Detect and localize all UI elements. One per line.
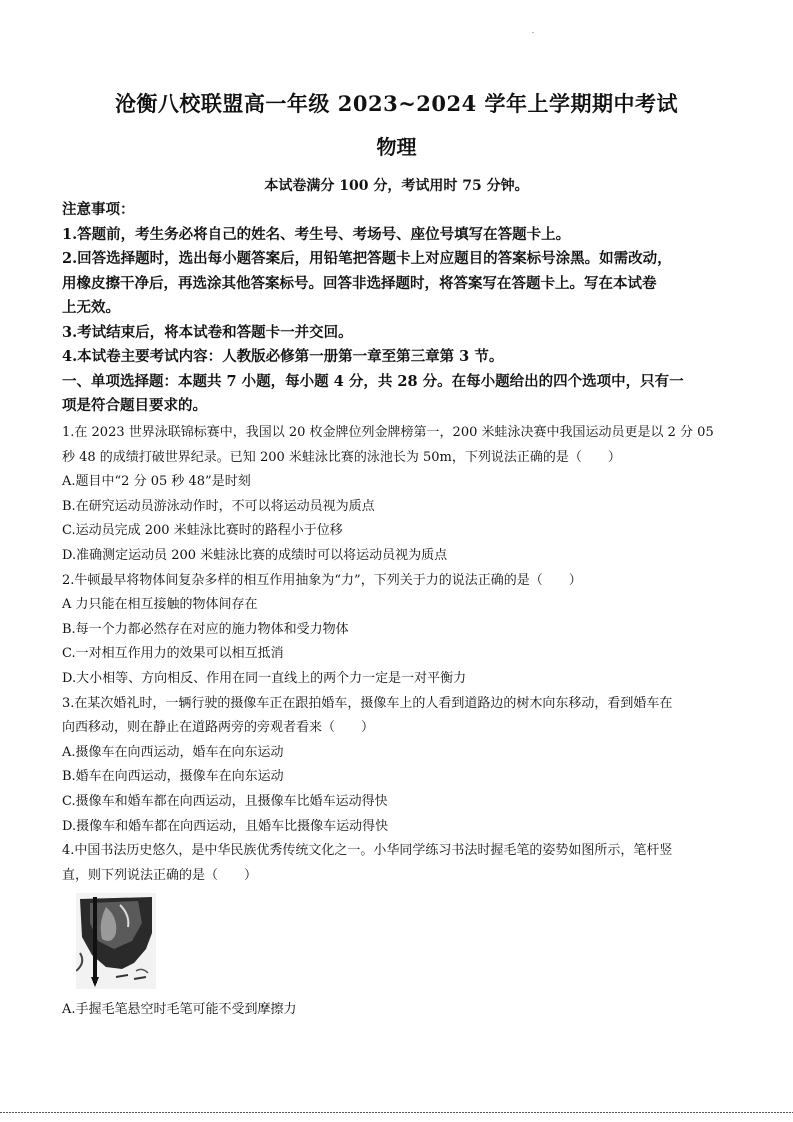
q4-options [62, 998, 732, 1023]
q1-option-a: A.题目中“2 分 05 秒 48”是时刻 [62, 474, 251, 490]
note-item-1: 1.答题前，考生务必将自己的姓名、考生号、考场号、座位号填写在答题卡上。 [62, 225, 571, 243]
q4-stem-line-1: 4.中国书法历史悠久，是中华民族优秀传统文化之一。小华同学练习书法时握毛笔的姿势如图所示，笔杆竖 [62, 843, 673, 859]
notes-section [62, 198, 732, 419]
q3-option-d: D.摄像车和婚车都在向西运动，且婚车比摄像车运动得快 [62, 818, 389, 834]
q2-option-c: C.一对相互作用力的效果可以相互抵消 [62, 646, 284, 662]
q3-option-c: C.摄像车和婚车都在向西运动，且摄像车比婚车运动得快 [62, 793, 388, 809]
q2-stem: 2.牛顿最早将物体间复杂多样的相互作用抽象为“力”，下列关于力的说法正确的是（ ） [62, 572, 582, 588]
q2-option-d: D.大小相等、方向相反、作用在同一直线上的两个力一定是一对平衡力 [62, 670, 467, 686]
q3-stem-line-1: 3.在某次婚礼时，一辆行驶的摄像车正在跟拍婚车，摄像车上的人看到道路边的树木向东移动，看到婚车在 [62, 695, 673, 711]
q4-option-a: A.手握毛笔悬空时毛笔可能不受到摩擦力 [62, 1002, 297, 1017]
q3-option-a: A.摄像车在向西运动，婚车在向东运动 [62, 744, 284, 760]
questions [62, 421, 732, 888]
section-heading-line-1: 一、单项选择题：本题共 7 小题，每小题 4 分，共 28 分。在每小题给出的四个选项中，只有一 [62, 372, 684, 390]
q1-option-b: B.在研究运动员游泳动作时，不可以将运动员视为质点 [62, 498, 375, 514]
note-item-2-line-1: 2.回答选择题时，选出每小题答案后，用铅笔把答题卡上对应题目的答案标号涂黑。如需改动， [62, 250, 672, 267]
note-item-2-line-3: 上无效。 [62, 299, 120, 316]
q2-option-a: A 力只能在相互接触的物体间存在 [62, 597, 258, 613]
q3-stem-line-2: 向西移动，则在静止在道路两旁的旁观者看来（ ） [62, 720, 375, 736]
note-item-4: 4.本试卷主要考试内容：人教版必修第一册第一章至第三章第 3 节。 [62, 348, 504, 365]
note-item-3: 3.考试结束后，将本试卷和答题卡一并交回。 [62, 323, 353, 341]
q2-option-b: B.每一个力都必然存在对应的施力物体和受力物体 [62, 621, 349, 637]
hand-holding-brush-photo [76, 893, 156, 989]
note-item-2-line-2: 用橡皮擦干净后，再选涂其他答案标号。回答非选择题时，将答案写在答题卡上。写在本试卷 [62, 274, 657, 292]
scan-speck [532, 32, 534, 33]
subject-title: 物理 [376, 135, 417, 159]
q1-option-d: D.准确测定运动员 200 米蛙泳比赛的成绩时可以将运动员视为质点 [62, 547, 448, 563]
q4-stem-line-2: 直，则下列说法正确的是（ ） [62, 867, 258, 883]
exam-info: 本试卷满分 100 分，考试用时 75 分钟。 [264, 178, 529, 194]
q1-option-c: C.运动员完成 200 米蛙泳比赛时的路程小于位移 [62, 523, 343, 539]
exam-title: 沧衡八校联盟高一年级 2023~2024 学年上学期期中考试 [114, 91, 679, 116]
q1-stem-line-2: 秒 48 的成绩打破世界纪录。已知 200 米蛙泳比赛的泳池长为 50m，下列说法正确的是（ ） [62, 449, 621, 465]
page-bottom-rule [0, 1112, 793, 1113]
section-heading-line-2: 项是符合题目要求的。 [62, 397, 207, 414]
notes-heading: 注意事项： [62, 201, 135, 218]
q1-stem-line-1: 1.在 2023 世界泳联锦标赛中，我国以 20 枚金牌位列金牌榜第一，200 米蛙泳决赛中我国运动员更是以 2 分 05 [62, 425, 714, 440]
q3-option-b: B.婚车在向西运动，摄像车在向东运动 [62, 769, 284, 785]
brush-figure-icon [76, 893, 156, 989]
